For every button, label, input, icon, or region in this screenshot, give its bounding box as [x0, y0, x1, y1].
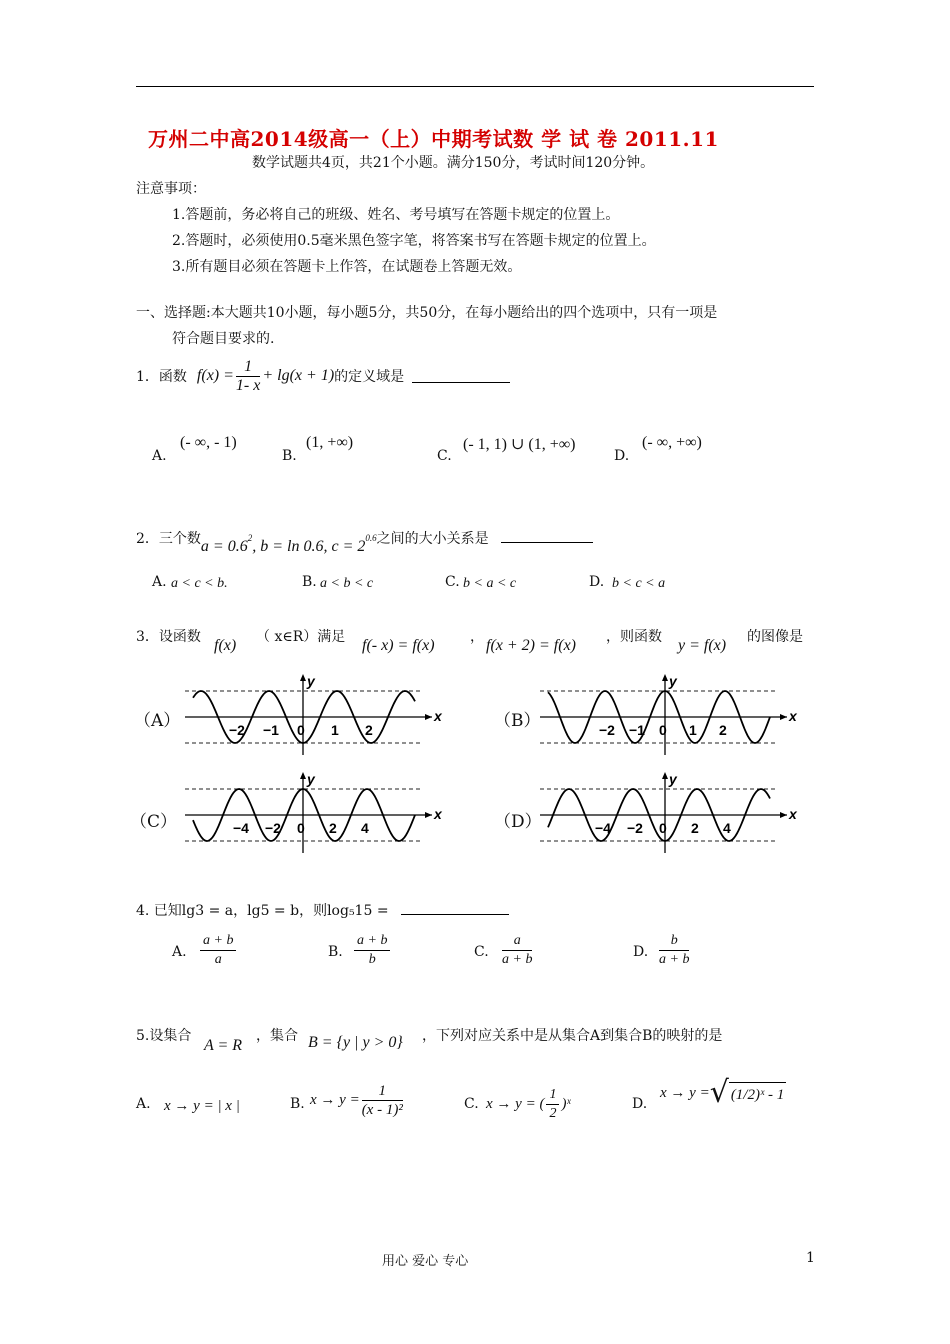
q4-a-num: a + b — [200, 932, 236, 951]
graph-a — [185, 670, 440, 760]
q5-c-map: x → y = ( — [486, 1096, 545, 1112]
x-axis-label: x — [434, 708, 442, 724]
q2-option-a: a < c < b. — [171, 576, 228, 591]
question-1 — [136, 355, 510, 397]
graph-b-label: （B） — [494, 711, 541, 731]
q1-prefix: 1．函数 — [136, 369, 187, 385]
q3-suffix: 的图像是 — [747, 629, 803, 645]
q2-option-b: a < b < c — [320, 576, 374, 591]
tick-label: 0 — [659, 820, 667, 836]
q5-mid: ，集合 — [256, 1028, 298, 1044]
q2-expr-a: a = 0.6 — [200, 538, 248, 555]
x-axis-label: x — [789, 708, 797, 724]
tick-label: 4 — [723, 820, 731, 836]
question-4 — [136, 900, 509, 920]
tick-label: 2 — [329, 820, 337, 836]
y-axis-label: y — [307, 673, 315, 689]
page-subtitle: 数学试题共4页，共21个小题。满分150分，考试时间120分钟。 — [252, 155, 655, 171]
q4-a-den: a — [214, 952, 222, 967]
x-axis-label: x — [789, 806, 797, 822]
y-axis-label: y — [307, 771, 315, 787]
tick-label: 0 — [297, 722, 305, 738]
notice-item-3: 3.所有题目必须在答题卡上作答，在试题卷上答题无效。 — [172, 259, 522, 275]
q2-suffix: 之间的大小关系是 — [376, 531, 489, 547]
q2-exp-c: 0.6 — [365, 533, 377, 544]
q2-option-c-label: C. — [445, 574, 460, 590]
q1-log-term: + lg(x + 1) — [262, 367, 335, 384]
tick-label: 0 — [297, 820, 305, 836]
notice-heading: 注意事项： — [136, 181, 206, 197]
q2-prefix: 2．三个数 — [136, 531, 201, 547]
q1-option-a: (- ∞, - 1) — [180, 434, 237, 451]
tick-label: −4 — [233, 820, 249, 836]
q3-y-eq: y = f(x) — [678, 637, 727, 654]
q4-option-a — [198, 932, 238, 969]
q5-b-num: 1 — [362, 1082, 403, 1101]
q5-option-d-label: D. — [632, 1096, 648, 1112]
page-title: 万州二中高2014级高一（上）中期考试数 学 试 卷 2011.11 — [148, 127, 719, 151]
q4-b-den: b — [368, 952, 376, 967]
q1-answer-blank — [412, 370, 510, 383]
y-axis-arrow-icon — [300, 772, 306, 779]
graph-d — [540, 768, 795, 858]
q1-option-d: (- ∞, +∞) — [642, 434, 702, 451]
q1-option-b-label: B. — [282, 448, 297, 464]
q3-condition: （ x∈R）满足 — [256, 629, 346, 645]
tick-label: 1 — [689, 722, 697, 738]
q3-even-eq: f(- x) = f(x) — [362, 637, 435, 654]
tick-label: 2 — [365, 722, 373, 738]
q5-set-b: B = {y | y > 0} — [308, 1034, 403, 1051]
q5-option-a: x → y = | x | — [164, 1098, 240, 1114]
x-axis-arrow-icon — [425, 714, 432, 720]
q2-exp-a: 2 — [247, 533, 253, 544]
q2-answer-blank — [501, 530, 593, 543]
q5-option-c — [486, 1086, 571, 1123]
q5-suffix: ，下列对应关系中是从集合A到集合B的映射的是 — [422, 1028, 723, 1044]
q1-fx: f(x) = — [196, 367, 234, 384]
q4-answer-blank — [401, 902, 509, 915]
tick-label: 4 — [361, 820, 369, 836]
q5-option-b — [310, 1082, 405, 1119]
tick-label: −2 — [229, 722, 245, 738]
q1-option-a-label: A. — [152, 448, 167, 464]
tick-label: −1 — [263, 722, 279, 738]
q4-text: 4. 已知lg3 = a，lg5 = b，则log₅15 = — [136, 903, 389, 919]
graph-a-label: （A） — [134, 711, 181, 731]
q1-option-c: (- 1, 1) ∪ (1, +∞) — [463, 436, 576, 453]
q1-option-c-label: C. — [437, 448, 452, 464]
q5-option-d — [660, 1075, 786, 1110]
q4-option-c-label: C. — [474, 944, 489, 960]
y-axis-label: y — [669, 673, 677, 689]
tick-label: −4 — [595, 820, 611, 836]
q1-numerator: 1 — [236, 358, 260, 377]
q5-d-map: x → y = — [660, 1084, 710, 1101]
q5-option-c-label: C. — [464, 1096, 479, 1112]
q4-option-b — [352, 932, 392, 969]
y-axis-arrow-icon — [662, 772, 668, 779]
tick-label: −2 — [599, 722, 615, 738]
question-2 — [136, 528, 593, 555]
graph-c — [185, 768, 440, 858]
q4-option-a-label: A. — [172, 944, 187, 960]
graph-c-label: （C） — [130, 812, 178, 832]
q1-denominator: 1- x — [235, 376, 261, 394]
q5-b-den: (x - 1)² — [361, 1102, 403, 1118]
tick-label: 0 — [659, 722, 667, 738]
q4-b-num: a + b — [354, 932, 390, 951]
x-axis-arrow-icon — [780, 812, 787, 818]
y-axis-label: y — [669, 771, 677, 787]
q3-mid: ，则函数 — [606, 629, 662, 645]
y-axis-arrow-icon — [662, 674, 668, 681]
q5-c-den: 2 — [549, 1106, 557, 1121]
q3-period-eq: f(x + 2) = f(x) — [486, 637, 576, 654]
q5-c-num: 1 — [546, 1086, 559, 1105]
q5-option-b-label: B. — [290, 1096, 305, 1112]
q2-option-b-label: B. — [302, 574, 317, 590]
q4-c-num: a — [502, 932, 532, 951]
x-axis-arrow-icon — [780, 714, 787, 720]
tick-label: −1 — [629, 722, 645, 738]
x-axis-label: x — [434, 806, 442, 822]
footer-motto: 用心 爱心 专心 — [382, 1254, 469, 1269]
q2-option-a-label: A. — [152, 574, 167, 590]
q4-d-den: a + b — [659, 952, 690, 967]
q4-option-b-label: B. — [328, 944, 343, 960]
q3-prefix: 3．设函数 — [136, 629, 201, 645]
page-number: 1 — [806, 1250, 815, 1266]
radical-sign-icon: √ — [709, 1075, 729, 1110]
top-rule — [136, 86, 814, 87]
section-heading: 一、选择题:本大题共10小题，每小题5分，共50分，在每小题给出的四个选项中，只有一项是 — [136, 305, 718, 321]
x-axis-arrow-icon — [425, 812, 432, 818]
q4-option-c — [500, 932, 534, 969]
q1-option-d-label: D. — [614, 448, 630, 464]
q5-b-map: x → y = — [310, 1092, 360, 1108]
q5-d-radicand: (1/2)ˣ - 1 — [729, 1082, 786, 1104]
q1-suffix: 的定义域是 — [334, 369, 405, 385]
graph-b — [540, 670, 795, 760]
tick-label: 2 — [719, 722, 727, 738]
q1-option-b: (1, +∞) — [306, 434, 354, 451]
q3-sep: ， — [470, 629, 484, 645]
q2-option-c: b < a < c — [463, 576, 517, 591]
section-heading-cont: 符合题目要求的. — [172, 331, 275, 347]
tick-label: 1 — [331, 722, 339, 738]
q4-option-d-label: D. — [633, 944, 649, 960]
q4-d-num: b — [659, 932, 689, 951]
q3-fx: f(x) — [214, 637, 237, 654]
q5-option-a-label: A. — [136, 1096, 151, 1112]
y-axis-arrow-icon — [300, 674, 306, 681]
notice-item-2: 2.答题时，必须使用0.5毫米黑色签字笔，将答案书写在答题卡规定的位置上。 — [172, 233, 656, 249]
q5-c-exp: )ˣ — [561, 1096, 571, 1112]
q5-prefix: 5.设集合 — [136, 1028, 192, 1044]
graph-d-label: （D） — [494, 812, 542, 832]
tick-label: −2 — [627, 820, 643, 836]
q2-expr-bc: , b = ln 0.6, c = 2 — [252, 538, 366, 555]
q2-option-d-label: D. — [589, 574, 605, 590]
tick-label: −2 — [265, 820, 281, 836]
q2-option-d: b < c < a — [612, 576, 666, 591]
notice-item-1: 1.答题前，务必将自己的班级、姓名、考号填写在答题卡规定的位置上。 — [172, 207, 620, 223]
q4-option-d — [657, 932, 691, 969]
q5-set-a: A = R — [204, 1037, 243, 1054]
tick-label: 2 — [691, 820, 699, 836]
q1-fraction — [236, 358, 260, 395]
q4-c-den: a + b — [502, 952, 533, 967]
